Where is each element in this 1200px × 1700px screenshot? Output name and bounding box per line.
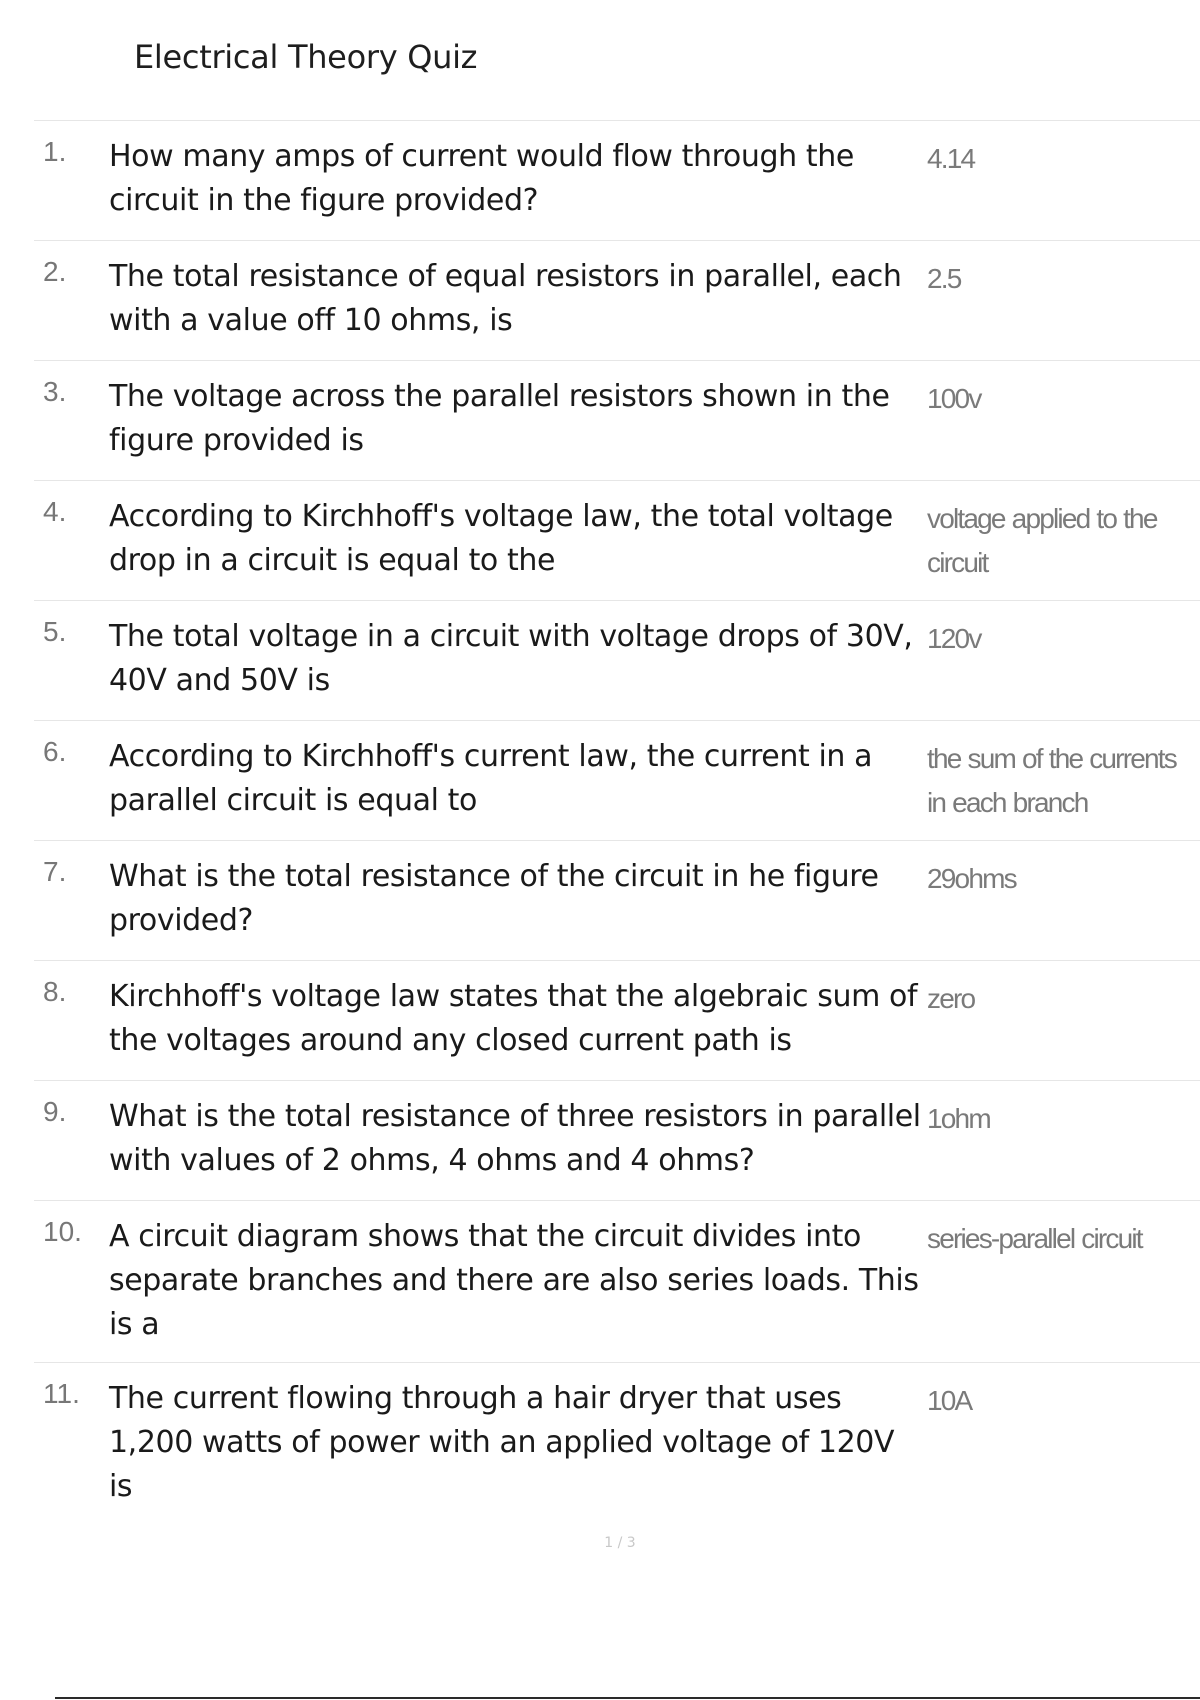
question-number: 4. [43,496,67,527]
question-row [34,480,1200,600]
question-answer: 10A [927,1385,972,1416]
question-text: What is the total resistance of three resistors in parallel with values of 2 ohms, 4 ohms and 4 ohms? [109,1099,921,1178]
question-row [34,1362,1200,1524]
question-row [34,720,1200,840]
question-number: 1. [43,136,67,167]
document-title: Electrical Theory Quiz [134,38,478,76]
question-text: A circuit diagram shows that the circuit divides into separate branches and there are also series loads. This is a [109,1219,919,1342]
question-text: Kirchhoff's voltage law states that the algebraic sum of the voltages around any closed current path is [109,979,918,1058]
question-number: 2. [43,256,67,287]
question-text: What is the total resistance of the circuit in he figure provided? [109,859,879,938]
question-list [34,120,1200,1524]
question-text: According to Kirchhoff's voltage law, the total voltage drop in a circuit is equal to the [109,499,893,578]
question-text: The current flowing through a hair dryer that uses 1,200 watts of power with an applied voltage of 120V is [109,1381,895,1504]
question-text: How many amps of current would flow through the circuit in the figure provided? [109,139,854,218]
question-number: 5. [43,616,67,647]
question-number: 3. [43,376,67,407]
question-text: The total voltage in a circuit with voltage drops of 30V, 40V and 50V is [109,619,913,698]
question-answer: series-parallel circuit [927,1223,1142,1254]
question-row [34,600,1200,720]
question-answer: 100v [927,383,981,414]
question-answer: 4.14 [927,143,975,174]
question-text: The total resistance of equal resistors in parallel, each with a value off 10 ohms, is [109,259,902,338]
question-number: 7. [43,856,67,887]
question-answer: zero [927,983,975,1014]
question-row [34,240,1200,360]
question-answer: 29ohms [927,863,1016,894]
question-row [34,360,1200,480]
page-indicator: 1 / 3 [604,1535,636,1551]
question-row [34,1200,1200,1362]
question-answer: the sum of the currents in each branch [927,743,1176,818]
question-answer: 120v [927,623,981,654]
question-number: 9. [43,1096,67,1127]
question-number: 11. [43,1378,80,1409]
question-text: According to Kirchhoff's current law, the current in a parallel circuit is equal to [109,739,873,818]
question-row [34,1080,1200,1200]
question-row [34,960,1200,1080]
bottom-divider [55,1697,1200,1699]
question-answer: 1ohm [927,1103,990,1134]
question-number: 10. [43,1216,82,1247]
question-answer: voltage applied to the circuit [927,503,1157,578]
question-text: The voltage across the parallel resistors shown in the figure provided is [109,379,890,458]
question-row [34,120,1200,240]
question-number: 8. [43,976,67,1007]
question-number: 6. [43,736,67,767]
question-row [34,840,1200,960]
question-answer: 2.5 [927,263,961,294]
